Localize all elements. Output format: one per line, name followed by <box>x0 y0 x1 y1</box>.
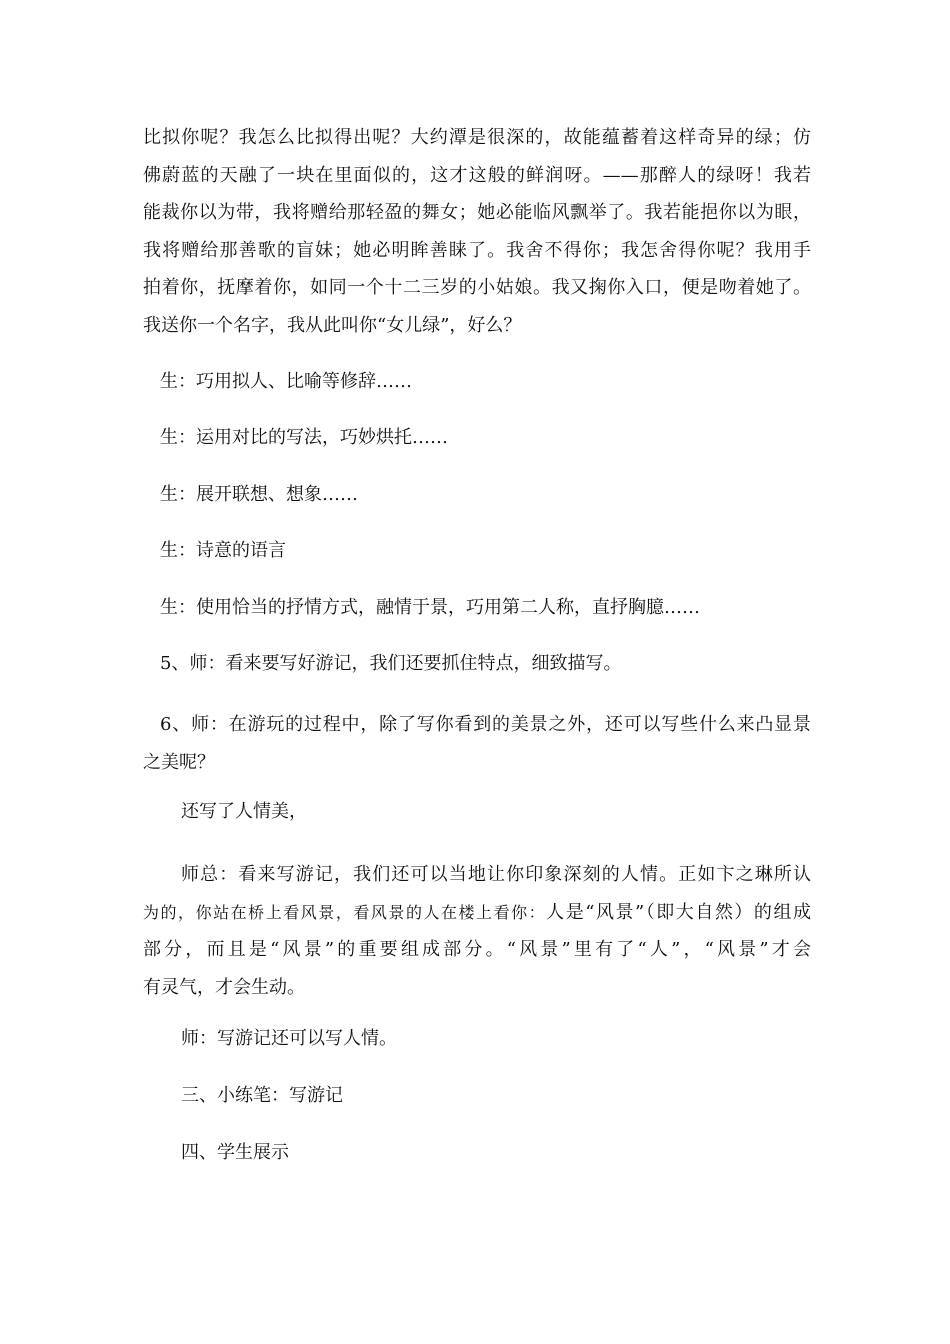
teacher-summary-paragraph <box>143 856 811 1006</box>
quote-line: 拍着你，抚摩着你，如同一个十二三岁的小姑娘。我又掬你入口，便是吻着她了。 <box>143 277 811 298</box>
teacher-6-line: 6、师：在游玩的过程中，除了写你看到的美景之外，还可以写些什么来凸显景 <box>160 714 811 735</box>
teacher-line-5: 5、师：看来要写好游记，我们还要抓住特点，细致描写。 <box>160 653 622 674</box>
summary-line: 部分，而且是“风景”的重要组成部分。“风景”里有了“人”，“风景”才会 <box>143 939 811 960</box>
summary-line2-c: 人是“风景”（即大自然）的组成 <box>546 901 811 923</box>
quote-line: 比拟你呢？我怎么比拟得出呢？大约潭是很深的，故能蕴蓄着这样奇异的绿；仿 <box>143 127 811 148</box>
quote-paragraph <box>143 119 811 344</box>
section-four-heading: 四、学生展示 <box>181 1142 289 1163</box>
student-answer: 生：运用对比的写法，巧妙烘托…… <box>160 427 448 448</box>
student-answer: 生：展开联想、想象…… <box>160 484 358 505</box>
quote-line: 能裁你以为带，我将赠给那轻盈的舞女；她必能临风飘举了。我若能挹你以为眼， <box>143 202 811 223</box>
student-answer: 生：巧用拟人、比喻等修辞…… <box>160 371 412 392</box>
summary-line2-a: 为的， <box>143 902 196 922</box>
summary-line: 师总：看来写游记，我们还可以当地让你印象深刻的人情。正如卞之琳所认 <box>181 864 811 885</box>
quote-line: 我将赠给那善歌的盲妹；她必明眸善睐了。我舍不得你；我怎舍得你呢？我用手 <box>143 239 811 261</box>
section-three-heading: 三、小练笔：写游记 <box>181 1085 343 1106</box>
student-answer: 生：诗意的语言 <box>160 540 286 561</box>
teacher-paragraph-6 <box>143 706 811 781</box>
summary-line: 有灵气，才会生动。 <box>143 976 305 998</box>
summary-quote-bianzhilin: 你站在桥上看风景，看风景的人在楼上看你： <box>195 902 547 922</box>
answer-human-line: 还写了人情美， <box>181 801 307 822</box>
quote-line: 佛蔚蓝的天融了一块在里面似的，这才这般的鲜润呀。——那醉人的绿呀！我若 <box>143 164 811 186</box>
quote-line: 我送你一个名字，我从此叫你“女儿绿”，好么？ <box>143 314 522 336</box>
teacher-note: 师：写游记还可以写人情。 <box>181 1028 397 1049</box>
summary-line <box>143 894 811 932</box>
student-answer: 生：使用恰当的抒情方式，融情于景，巧用第二人称，直抒胸臆…… <box>160 597 700 618</box>
teacher-6-line: 之美呢？ <box>143 751 215 773</box>
